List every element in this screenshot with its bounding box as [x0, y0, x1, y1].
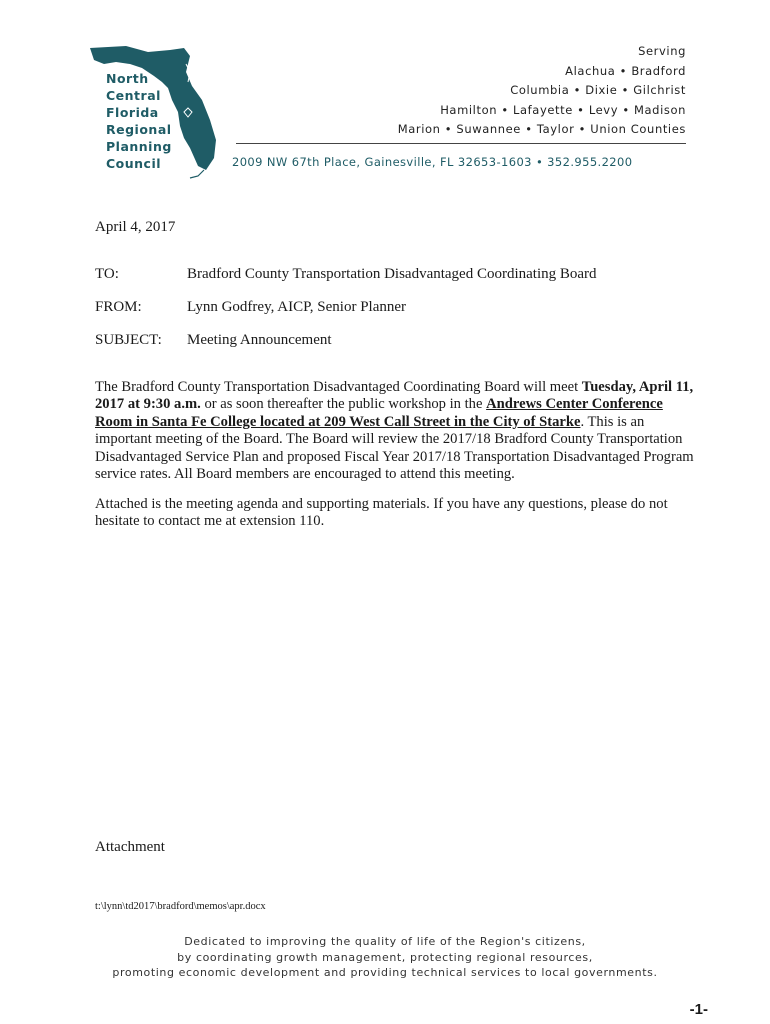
subject-label: SUBJECT:	[95, 332, 162, 348]
footer-line: promoting economic development and providing technical services to local governments.	[112, 966, 658, 979]
memo-subject-row	[95, 332, 332, 349]
from-label: FROM:	[95, 299, 142, 315]
body-text: or as soon thereafter the public workshop in the	[200, 396, 487, 413]
org-name-line: Florida	[106, 105, 159, 120]
memo-date: April 4, 2017	[95, 219, 176, 235]
memo-to-row	[95, 266, 597, 283]
serving-line: Alachua • Bradford	[565, 63, 686, 78]
org-name-line: Planning	[106, 139, 172, 154]
body-text: The Bradford County Transportation Disadvantaged Coordinating Board will meet	[95, 379, 582, 395]
from-value: Lynn Godfrey, AICP, Senior Planner	[187, 299, 407, 315]
file-path: t:\lynn\td2017\bradford\memos\apr.docx	[95, 901, 266, 912]
council-address: 2009 NW 67th Place, Gainesville, FL 32653-1603 • 352.955.2200	[232, 155, 633, 169]
to-value: Bradford County Transportation Disadvantaged Coordinating Board	[187, 266, 597, 282]
org-name-line: Central	[106, 88, 161, 103]
org-name-line: Regional	[106, 122, 172, 137]
council-logo	[86, 42, 226, 182]
letterhead-divider	[236, 143, 686, 144]
attached-paragraph: Attached is the meeting agenda and supporting materials. If you have any questions, please do not hesitate to contact me at extension 110.	[95, 496, 668, 530]
attachment-label: Attachment	[95, 839, 165, 855]
footer-line: by coordinating growth management, protecting regional resources,	[177, 950, 593, 964]
memo-from-row	[95, 299, 406, 316]
meeting-location: Andrews Center Conference Room in Santa Fe College located at 209 West Call Street in the City of Starke	[95, 396, 663, 430]
subject-value: Meeting Announcement	[187, 332, 332, 348]
serving-line: Columbia • Dixie • Gilchrist	[510, 83, 686, 97]
body-paragraph	[95, 379, 695, 483]
org-name-line: Council	[106, 156, 162, 171]
to-label: TO:	[95, 266, 119, 282]
page-number: -1-	[689, 1001, 708, 1018]
org-name	[106, 70, 172, 172]
meeting-datetime: Tuesday, April 11, 2017 at 9:30 a.m.	[95, 379, 694, 413]
footer-line: Dedicated to improving the quality of life of the Region's citizens,	[184, 935, 586, 948]
serving-line: Serving	[638, 44, 686, 58]
serving-counties	[398, 42, 686, 140]
serving-line: Marion • Suwannee • Taylor • Union Counties	[397, 122, 686, 136]
footer-mission	[80, 934, 690, 981]
body-text: . This is an important meeting of the Board. The Board will review the 2017/18 Bradford County Transportation Disadvantaged Service Plan and proposed Fiscal Year 2017/18 Transportation Disadvantaged Program service rates. All Board members are encouraged to attend this meeting.	[95, 413, 694, 483]
org-name-line: North	[106, 71, 149, 86]
serving-line: Hamilton • Lafayette • Levy • Madison	[440, 102, 686, 117]
